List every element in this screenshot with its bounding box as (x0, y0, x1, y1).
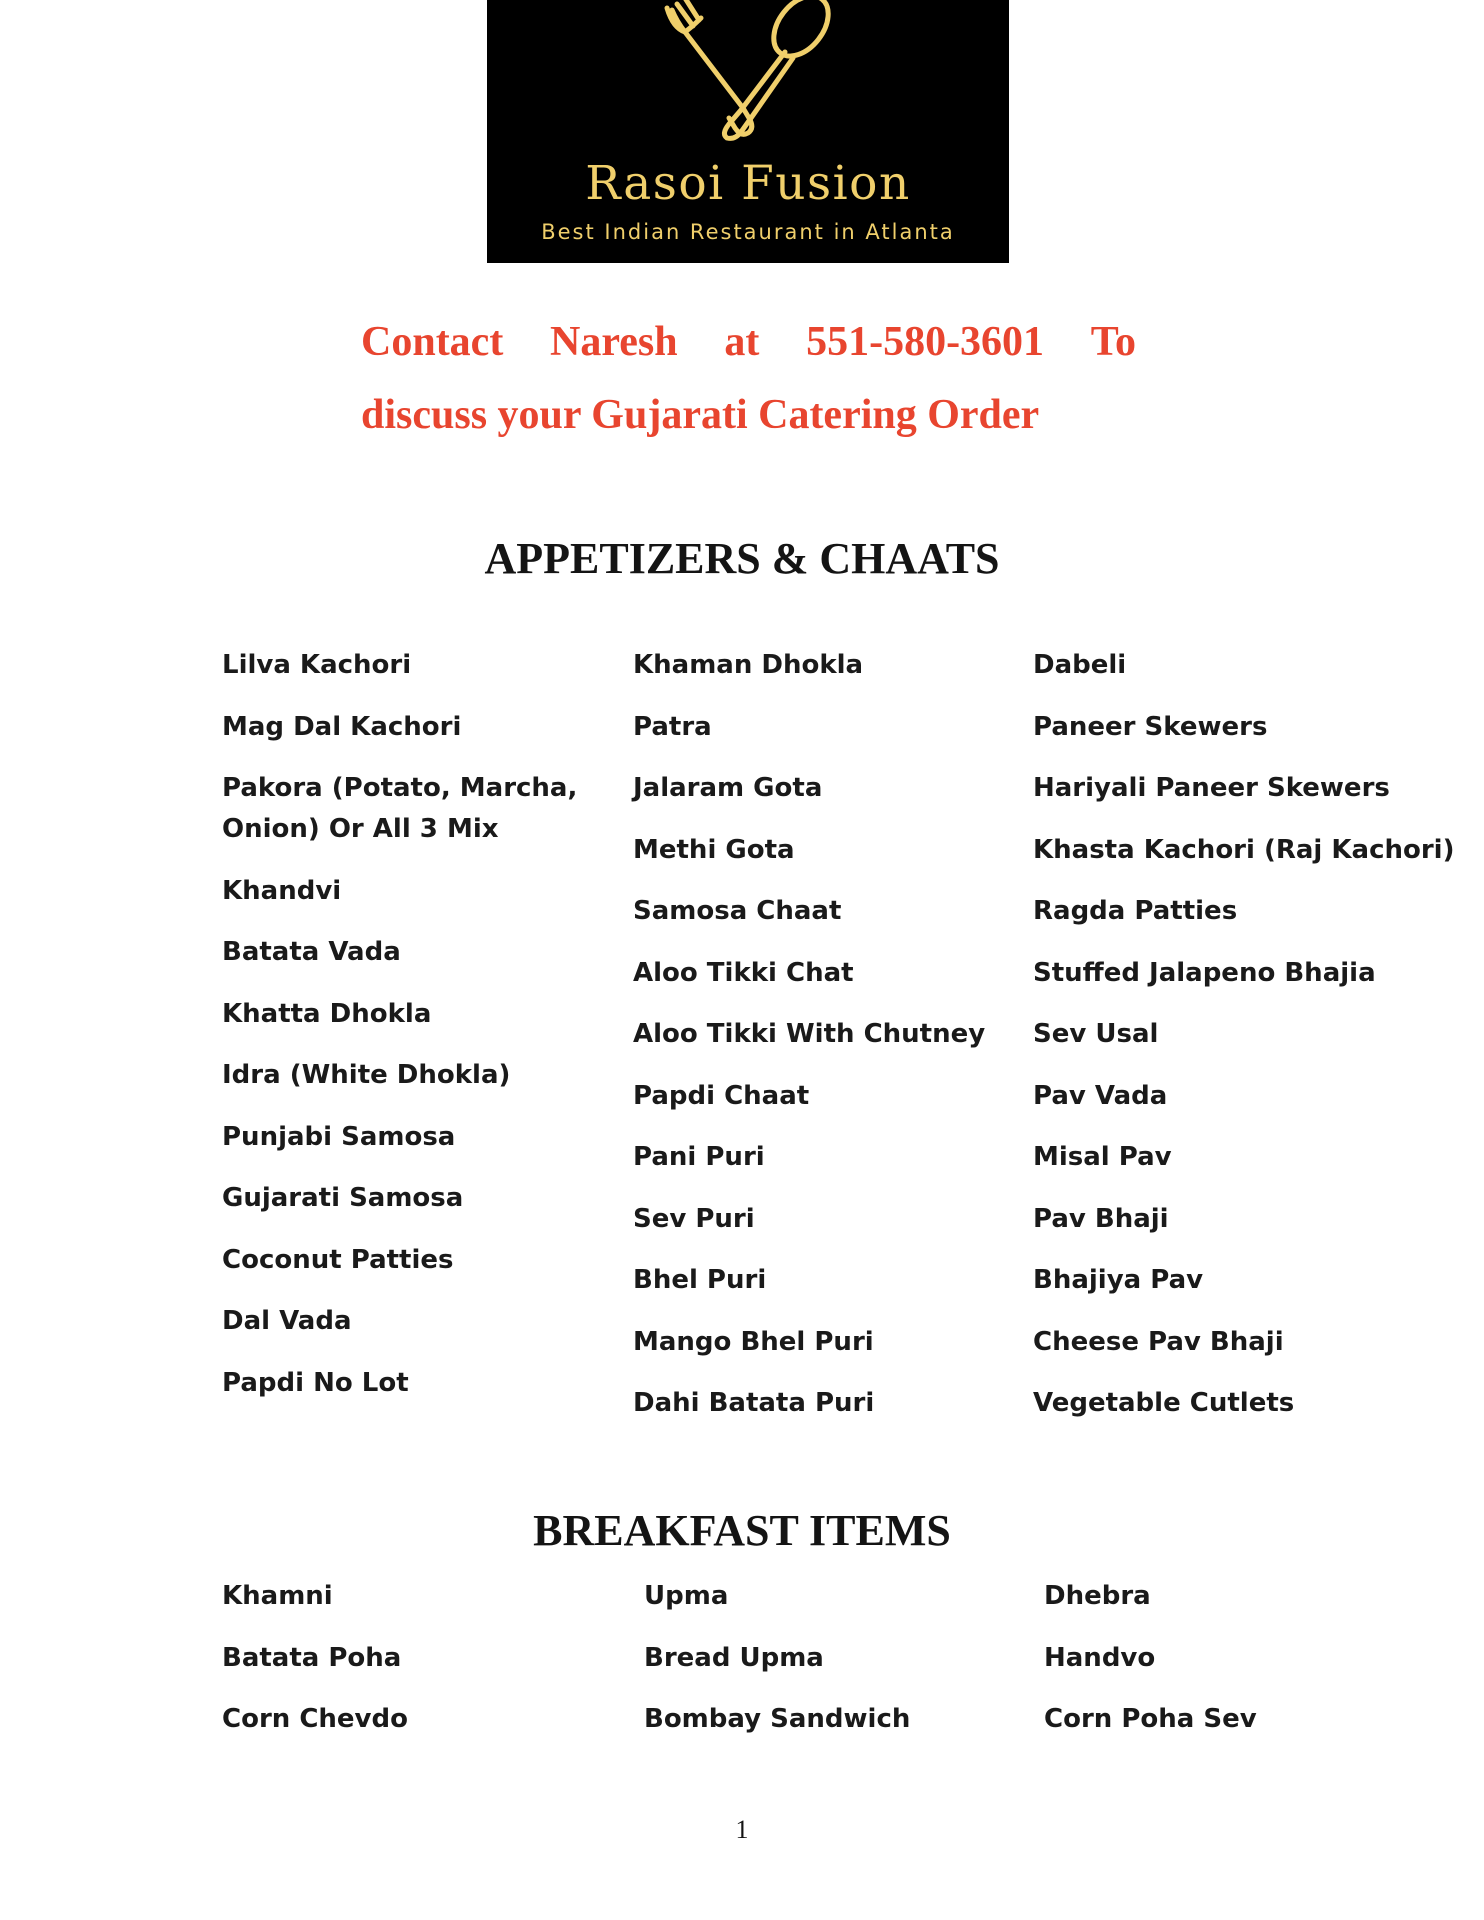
brand-tagline: Best Indian Restaurant in Atlanta (541, 220, 955, 244)
menu-item: Sev Usal (1033, 1019, 1159, 1049)
menu-item: Sev Puri (633, 1203, 755, 1234)
contact-word: To (1090, 319, 1136, 365)
menu-item: Khasta Kachori (Raj Kachori) (1033, 834, 1455, 865)
menu-item: Cheese Pav Bhaji (1033, 1326, 1284, 1357)
restaurant-logo (487, 0, 1009, 263)
appetizers-column-1 (222, 645, 602, 1424)
menu-item: Khaman Dhokla (633, 650, 864, 680)
menu-item: Bhajiya Pav (1033, 1265, 1204, 1295)
contact-word: Contact (361, 319, 504, 365)
menu-item: Idra (White Dhokla) (222, 1060, 511, 1090)
menu-item: Dabeli (1033, 650, 1127, 680)
menu-item: Papdi No Lot (222, 1367, 409, 1398)
menu-item: Mag Dal Kachori (222, 711, 462, 742)
menu-item: Dhebra (1044, 1581, 1151, 1611)
menu-item: Khandvi (222, 875, 342, 906)
menu-item: Dal Vada (222, 1306, 352, 1336)
menu-item: Khamni (222, 1581, 333, 1611)
menu-item: Dahi Batata Puri (633, 1388, 875, 1418)
menu-item: Upma (644, 1581, 729, 1611)
menu-item: Khatta Dhokla (222, 998, 432, 1029)
menu-item: Pav Bhaji (1033, 1203, 1169, 1234)
fork-and-spoon-icon (655, 0, 841, 150)
contact-line-1 (361, 321, 1136, 363)
breakfast-heading: BREAKFAST ITEMS (533, 1506, 951, 1555)
menu-item: Aloo Tikki Chat (633, 957, 854, 988)
appetizers-column-3 (1033, 645, 1454, 1445)
menu-item: Coconut Patties (222, 1244, 454, 1275)
appetizers-column-2 (633, 645, 985, 1445)
page-number: 1 (735, 1815, 749, 1844)
menu-item: Aloo Tikki With Chutney (633, 1019, 986, 1049)
menu-item: Gujarati Samosa (222, 1183, 464, 1213)
menu-item: Handvo (1044, 1642, 1156, 1673)
menu-item: Pav Vada (1033, 1080, 1168, 1111)
menu-item: Papdi Chaat (633, 1080, 810, 1111)
menu-item: Ragda Patties (1033, 896, 1238, 926)
menu-item: Paneer Skewers (1033, 711, 1268, 742)
menu-item: Stuffed Jalapeno Bhajia (1033, 957, 1376, 988)
contact-phone: 551-580-3601 (806, 319, 1045, 365)
menu-item: Punjabi Samosa (222, 1121, 456, 1152)
menu-item: Corn Chevdo (222, 1704, 408, 1734)
menu-item: Pani Puri (633, 1142, 765, 1172)
contact-line-2: discuss your Gujarati Catering Order (361, 392, 1040, 438)
menu-item: Hariyali Paneer Skewers (1033, 773, 1390, 803)
contact-word: at (724, 319, 760, 365)
menu-item: Corn Poha Sev (1044, 1704, 1257, 1734)
breakfast-column-2 (644, 1576, 910, 1761)
menu-item: Jalaram Gota (633, 773, 823, 803)
menu-item: Pakora (Potato, Marcha, Onion) Or All 3 Mix (222, 773, 578, 844)
breakfast-column-1 (222, 1576, 408, 1761)
menu-item: Vegetable Cutlets (1033, 1388, 1295, 1418)
menu-item: Bhel Puri (633, 1265, 767, 1295)
appetizers-heading: APPETIZERS & CHAATS (484, 534, 1000, 583)
contact-name: Naresh (550, 319, 678, 365)
menu-item: Bread Upma (644, 1642, 824, 1673)
menu-item: Batata Vada (222, 937, 401, 967)
breakfast-column-3 (1044, 1576, 1257, 1761)
menu-item: Methi Gota (633, 834, 795, 865)
menu-item: Samosa Chaat (633, 896, 842, 926)
menu-item: Bombay Sandwich (644, 1704, 911, 1734)
brand-name: Rasoi Fusion (585, 156, 911, 211)
menu-item: Batata Poha (222, 1642, 402, 1673)
menu-item: Misal Pav (1033, 1142, 1172, 1172)
menu-item: Lilva Kachori (222, 650, 412, 680)
menu-item: Patra (633, 711, 712, 742)
menu-item: Mango Bhel Puri (633, 1326, 874, 1357)
